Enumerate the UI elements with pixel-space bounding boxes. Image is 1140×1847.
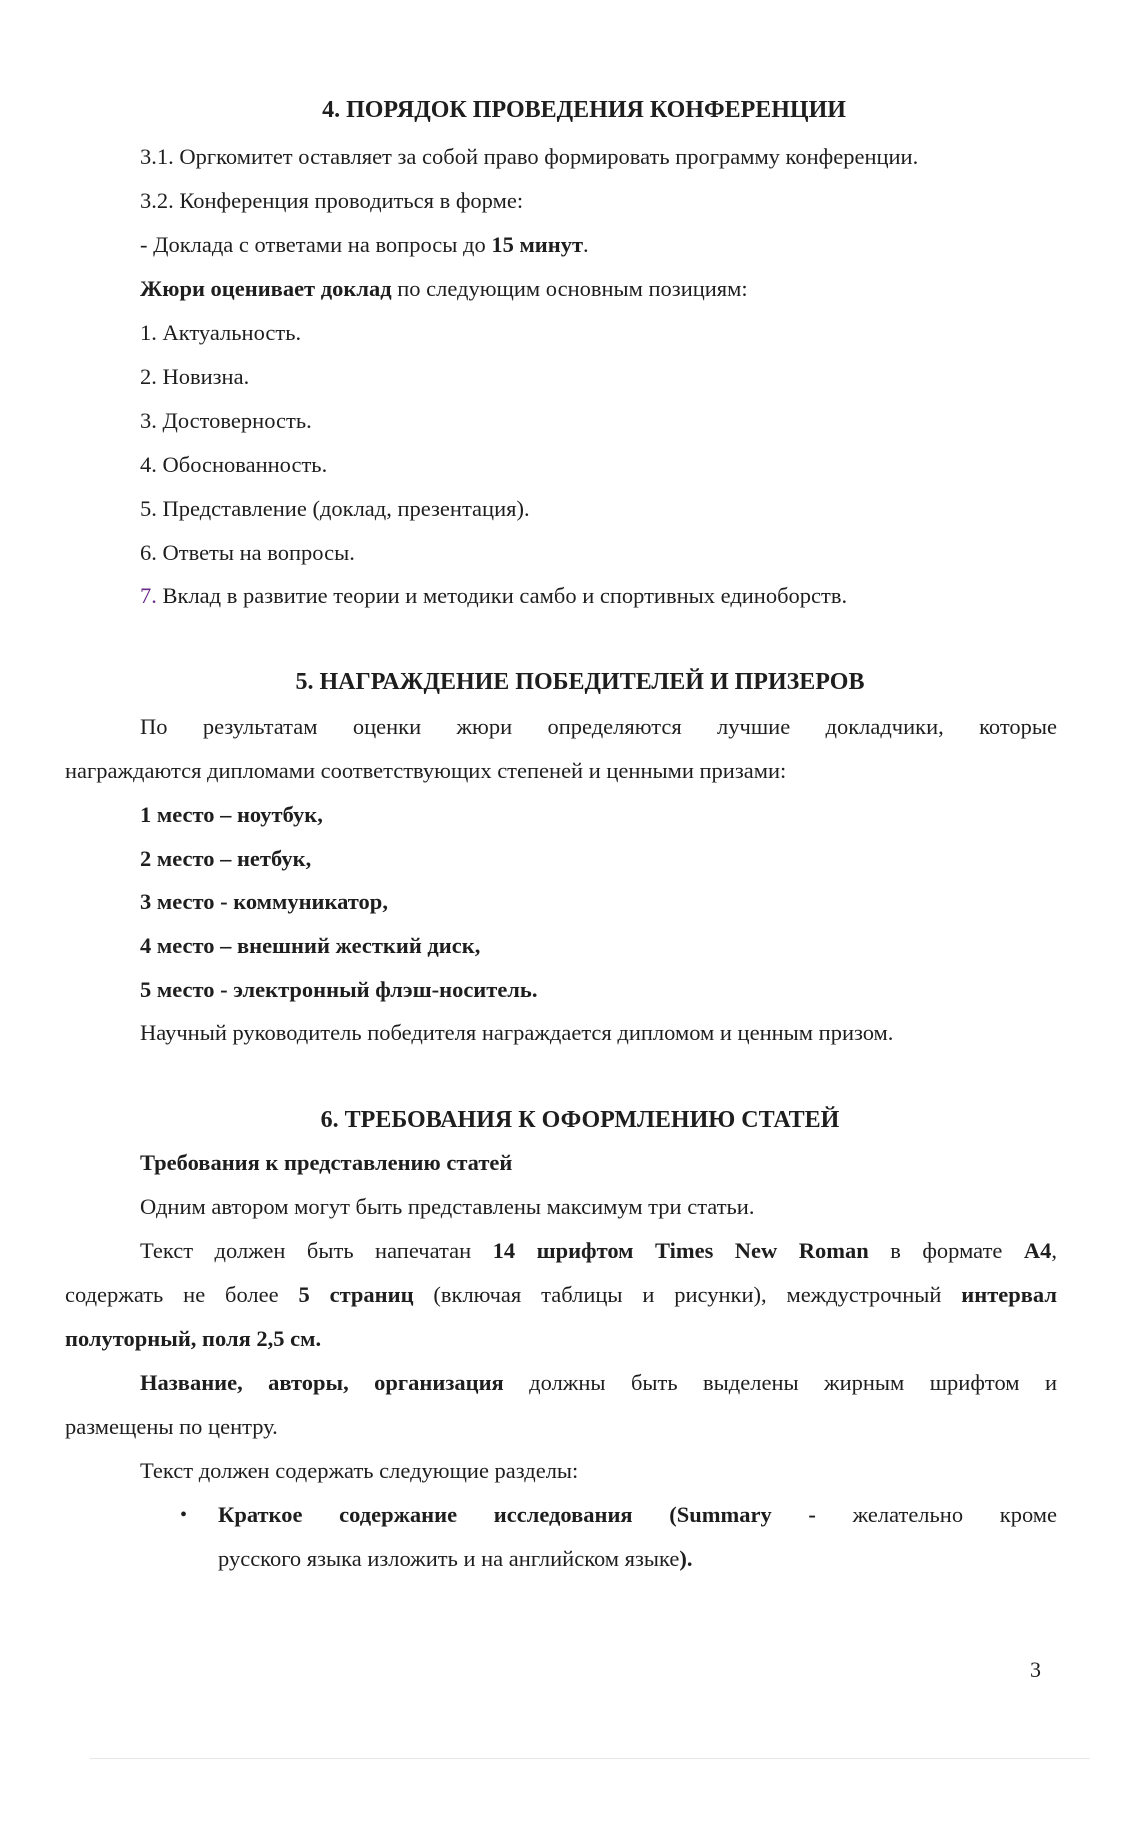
summary-requirement-text: русского языка изложить и на английском языке bbox=[218, 1546, 680, 1571]
summary-requirement-line-1 bbox=[218, 1501, 1057, 1529]
section-5-heading: 5. НАГРАЖДЕНИЕ ПОБЕДИТЕЛЕЙ И ПРИЗЕРОВ bbox=[295, 669, 865, 695]
paper-format: А4 bbox=[1023, 1238, 1052, 1263]
prize-item: 1 место – ноутбук, bbox=[140, 802, 323, 827]
summary-requirement-line-2 bbox=[218, 1545, 693, 1573]
prize-item: 4 место – внешний жесткий диск, bbox=[140, 933, 481, 958]
font-requirement: 14 шрифтом Times New Roman bbox=[492, 1238, 869, 1263]
report-format-end: . bbox=[583, 232, 589, 257]
jury-criteria-bold: Жюри оценивает доклад bbox=[140, 276, 392, 301]
criterion-7-text: Вклад в развитие теории и методики самбо и спортивных единоборств. bbox=[156, 583, 848, 608]
text-req-part: (включая таблицы и рисунки), междустрочный bbox=[413, 1282, 962, 1307]
criterion-item: 6. Ответы на вопросы. bbox=[140, 540, 355, 565]
bullet-icon: • bbox=[180, 1504, 188, 1526]
prize-item: 2 место – нетбук, bbox=[140, 846, 312, 871]
criterion-item: 3. Достоверность. bbox=[140, 408, 312, 433]
jury-criteria-intro bbox=[140, 275, 748, 303]
report-duration: 15 минут bbox=[491, 232, 584, 257]
line-spacing-label: интервал bbox=[961, 1282, 1057, 1307]
text-req-part: , bbox=[1051, 1238, 1058, 1263]
report-format-text: - Доклада с ответами на вопросы до bbox=[140, 232, 492, 257]
report-format-line bbox=[140, 231, 589, 259]
text-req-part: содержать не более bbox=[65, 1282, 299, 1307]
criterion-item: 5. Представление (доклад, презентация). bbox=[140, 496, 530, 521]
text-requirements-line-1 bbox=[140, 1237, 1057, 1265]
summary-requirement-end: ). bbox=[679, 1546, 693, 1571]
prize-item: 5 место - электронный флэш-носитель. bbox=[140, 977, 538, 1002]
awards-intro-line-2: награждаются дипломами соответствующих степеней и ценными призами: bbox=[65, 758, 787, 783]
sections-intro: Текст должен содержать следующие разделы: bbox=[140, 1458, 579, 1483]
jury-criteria-rest: по следующим основным позициям: bbox=[391, 276, 748, 301]
text-requirements-line-2 bbox=[65, 1281, 1057, 1309]
paragraph-3-1: 3.1. Оргкомитет оставляет за собой право формировать программу конференции. bbox=[140, 144, 919, 169]
summary-requirement-bold: Краткое содержание исследования (Summary - bbox=[218, 1502, 816, 1527]
section-6-heading: 6. ТРЕБОВАНИЯ К ОФОРМЛЕНИЮ СТАТЕЙ bbox=[320, 1107, 840, 1133]
supervisor-award: Научный руководитель победителя награждается дипломом и ценным призом. bbox=[140, 1020, 894, 1045]
criterion-item-7 bbox=[140, 582, 847, 610]
text-req-part: Текст должен быть напечатан bbox=[140, 1238, 493, 1263]
paragraph-3-2: 3.2. Конференция проводиться в форме: bbox=[140, 188, 524, 213]
criterion-7-number: 7. bbox=[140, 583, 157, 608]
submission-requirements-subtitle: Требования к представлению статей bbox=[140, 1150, 513, 1175]
awards-intro-line-1: По результатам оценки жюри определяются лучшие докладчики, которые bbox=[140, 714, 1057, 739]
page-number: 3 bbox=[1030, 1657, 1041, 1682]
max-articles-note: Одним автором могут быть представлены максимум три статьи. bbox=[140, 1194, 755, 1219]
title-req-rest: должны быть выделены жирным шрифтом и bbox=[503, 1370, 1057, 1395]
title-authors-org: Название, авторы, организация bbox=[140, 1370, 504, 1395]
criterion-item: 4. Обоснованность. bbox=[140, 452, 328, 477]
section-4-heading: 4. ПОРЯДОК ПРОВЕДЕНИЯ КОНФЕРЕНЦИИ bbox=[322, 97, 846, 123]
summary-requirement-rest: желательно кроме bbox=[815, 1502, 1057, 1527]
prize-item: 3 место - коммуникатор, bbox=[140, 889, 388, 914]
page-limit: 5 страниц bbox=[298, 1282, 414, 1307]
text-requirements-line-3: полуторный, поля 2,5 см. bbox=[65, 1326, 322, 1351]
criterion-item: 2. Новизна. bbox=[140, 364, 250, 389]
text-req-part: в формате bbox=[868, 1238, 1024, 1263]
title-requirements-line-2: размещены по центру. bbox=[65, 1414, 278, 1439]
criterion-item: 1. Актуальность. bbox=[140, 320, 302, 345]
scan-edge-line bbox=[90, 1758, 1090, 1759]
title-requirements-line-1 bbox=[140, 1369, 1057, 1397]
